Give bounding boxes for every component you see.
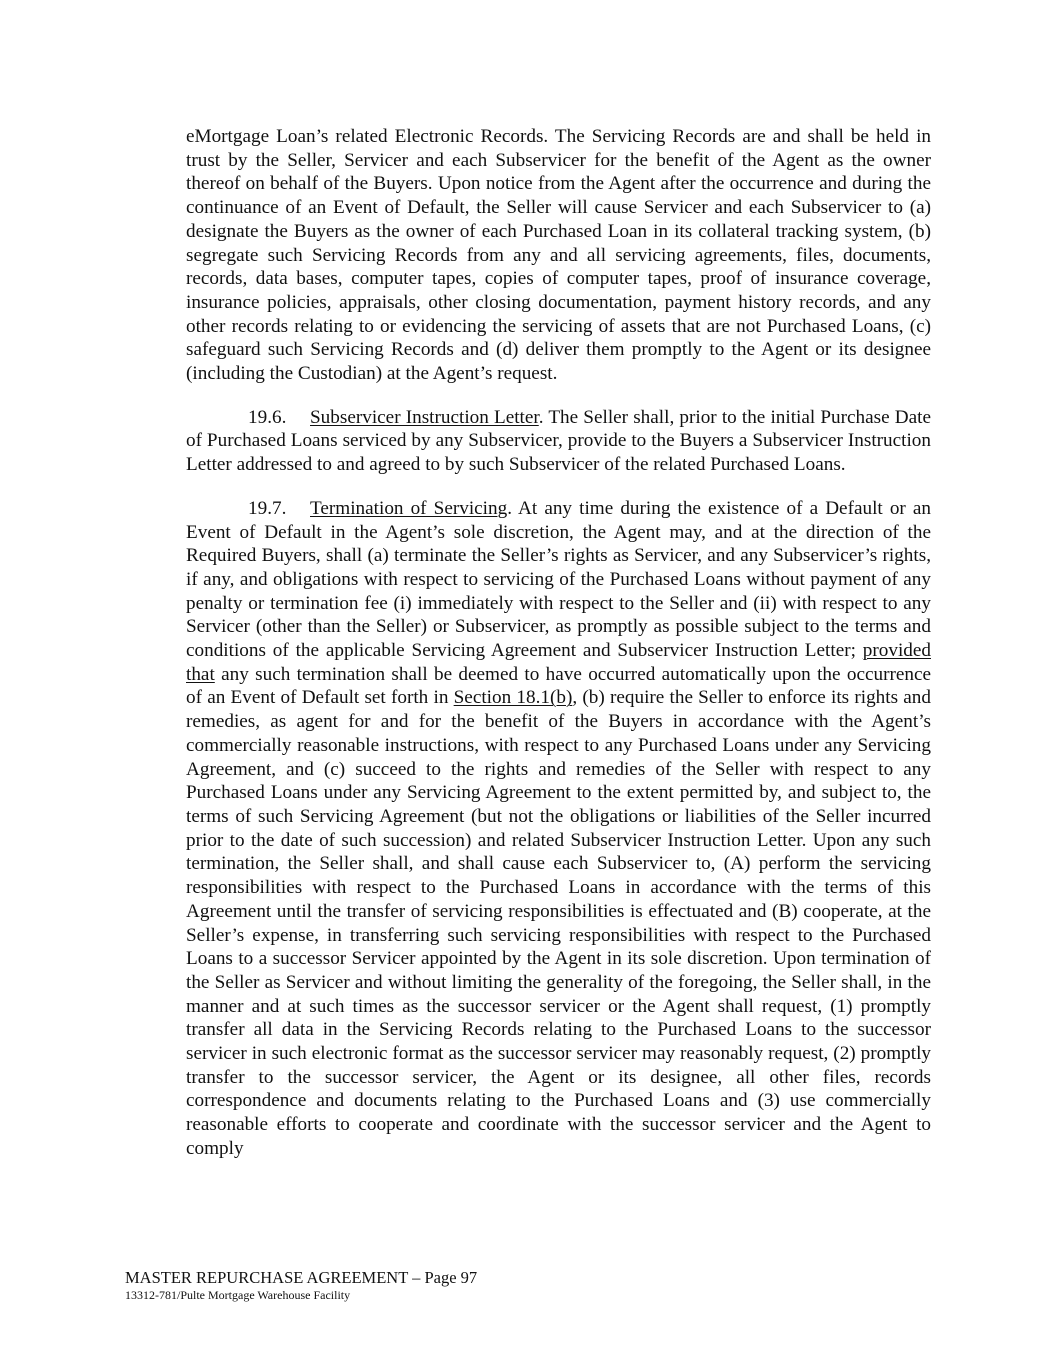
page-footer: [125, 1268, 477, 1303]
section-text: The Seller shall, prior to the initial Purchase Date of Purchased Loans serviced by any Subservicer, provide to the Buyers a Subservicer Instruction Letter addressed to and agreed to by such Subservicer of the related Purchased Loans.: [186, 406, 931, 476]
section-heading-end: .: [538, 406, 544, 428]
section-cross-reference: Section 18.1(b): [453, 687, 573, 709]
section-text-part-3: , (b) require the Seller to enforce its rights and remedies, as agent for and for the benefit of the Buyers in accordance with the Agent’s commercially reasonable instructions, with respect to any Purchased Loans under any Servicing Agreement, and (c) succeed to the rights and remedies of the Seller with respect to any Purchased Loans under any Servicing Agreement to the extent permitted by, and subject to, the terms of such Servicing Agreement (but not the obligations or liabilities of the Seller incurred prior to the date of such succession) and related Subservicer Instruction Letter. Upon any such termination, the Seller shall, and shall cause each Subservicer to, (A) perform the servicing responsibilities with respect to the Purchased Loans in accordance with the terms of this Agreement until the transfer of servicing responsibilities is effectuated and (B) cooperate, at the Seller’s expense, in transferring such servicing responsibilities with respect to the Purchased Loans to a successor Servicer appointed by the Agent in its sole discretion. Upon termination of the Seller as Servicer and without limiting the generality of the foregoing, the Seller shall, in the manner and at such times as the successor servicer or the Agent shall request, (1) promptly transfer all data in the Servicing Records relating to the Purchased Loans to the successor servicer in such electronic format as the successor servicer may reasonably request, (2) promptly transfer to the successor servicer, the Agent or its designee, all other files, records correspondence and documents relating to the Purchased Loans and (3) use commercially reasonable efforts to cooperate and coordinate with the successor servicer and the Agent to comply: [186, 687, 931, 1159]
footer-document-id: 13312-781/Pulte Mortgage Warehouse Facility: [125, 1288, 351, 1302]
section-text-part-1: At any time during the existence of a Default or an Event of Default in the Agent’s sole discretion, the Agent may, and at the direction of the Required Buyers, shall (a) terminate the Seller’s rights as Servicer, and any Subservicer’s rights, if any, and obligations with respect to servicing of the Purchased Loans without payment of any penalty or termination fee (i) immediately with respect to the Seller and (ii) with respect to any Servicer (other than the Seller) or Subservicer, as promptly as possible subject to the terms and conditions of the applicable Servicing Agreement and Subservicer Instruction Letter;: [186, 497, 932, 662]
footer-title: MASTER REPURCHASE AGREEMENT – Page 97: [125, 1268, 478, 1287]
that-term: that: [186, 663, 215, 685]
section-heading: Termination of Servicing: [310, 497, 508, 519]
page-body: [186, 125, 931, 1181]
section-text-part-2: any such termination shall be deemed to have occurred automatically upon the occurrence of an Event of Default set forth in: [186, 663, 931, 709]
section-heading: Subservicer Instruction Letter: [310, 406, 539, 428]
section-19-7: [186, 497, 931, 1161]
section-heading-end: .: [507, 497, 513, 519]
section-number: 19.6.: [248, 406, 287, 428]
section-number: 19.7.: [248, 497, 287, 519]
section-19-6: [186, 406, 931, 477]
continuation-paragraph: eMortgage Loan’s related Electronic Records. The Servicing Records are and shall be held in trust by the Seller, Servicer and each Subservicer for the benefit of the Agent as the owner thereof on behalf of the Buyers. Upon notice from the Agent after the occurrence and during the continuance of an Event of Default, the Seller will cause Servicer and each Subservicer to (a) designate the Buyers as the owner of each Purchased Loan in its collateral tracking system, (b) segregate such Servicing Records from any and all servicing agreements, files, documents, records, data bases, computer tapes, copies of computer tapes, proof of insurance coverage, insurance policies, appraisals, other closing documentation, payment history records, and any other records relating to or evidencing the servicing of assets that are not Purchased Loans, (c) safeguard such Servicing Records and (d) deliver them promptly to the Agent or its designee (including the Custodian) at the Agent’s request.: [186, 126, 931, 385]
provided-term: provided: [862, 640, 931, 662]
